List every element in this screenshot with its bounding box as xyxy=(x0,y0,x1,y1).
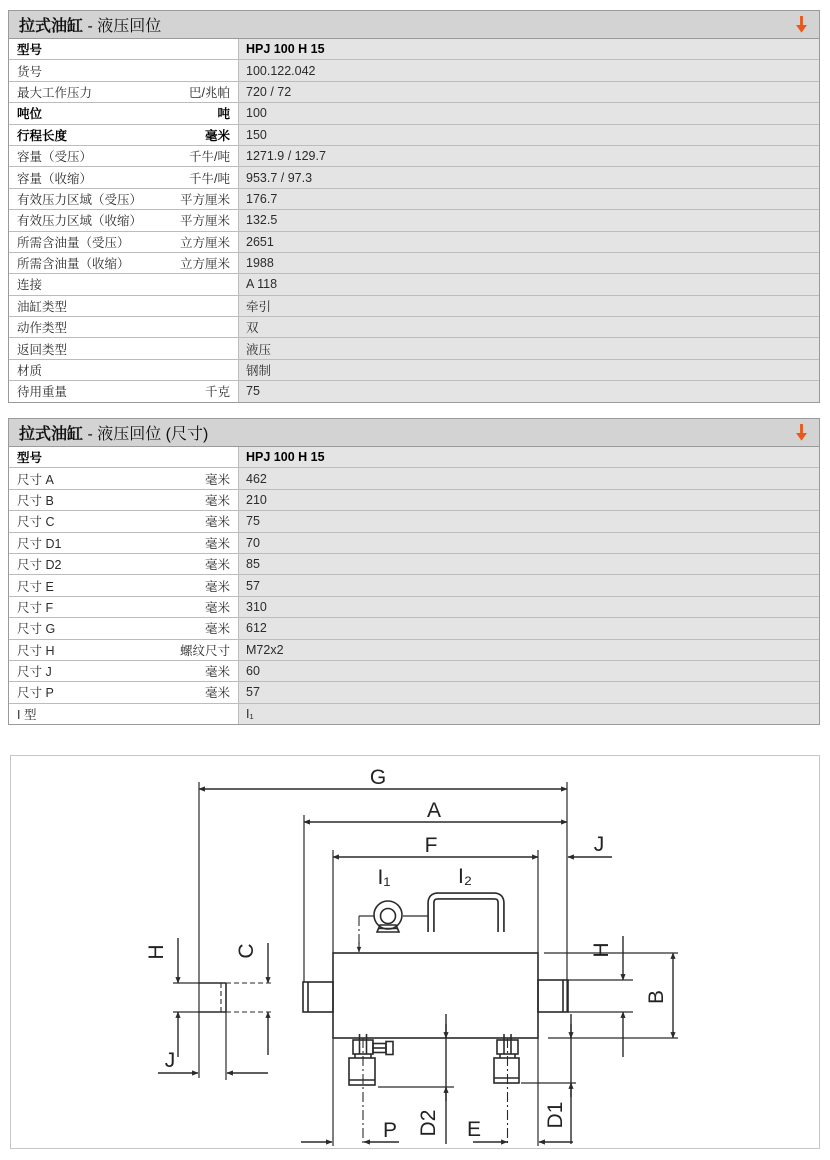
row-label: 容量（收缩） xyxy=(17,171,93,186)
row-unit: 毫米 xyxy=(204,128,230,143)
value-cell xyxy=(238,338,819,358)
row-label: 尺寸 C xyxy=(17,515,55,530)
row-label: 尺寸 F xyxy=(17,600,54,615)
row-unit: 毫米 xyxy=(204,579,230,594)
row-label: 容量（受压） xyxy=(17,150,93,165)
spec-row xyxy=(9,210,819,231)
handle-i2 xyxy=(431,896,501,932)
row-label: 油缸类型 xyxy=(17,299,68,314)
value-cell xyxy=(238,661,819,681)
value-cell xyxy=(238,511,819,531)
spec-row xyxy=(9,360,819,381)
row-unit: 螺纹尺寸 xyxy=(179,643,230,658)
dim-label-f: F xyxy=(424,834,438,857)
value-cell xyxy=(238,640,819,660)
spec-row xyxy=(9,103,819,124)
row-label: 返回类型 xyxy=(17,342,68,357)
row-label: I 型 xyxy=(17,707,37,722)
table-title-main: 拉式油缸 xyxy=(19,18,84,35)
label-cell xyxy=(9,490,238,510)
spec-row xyxy=(9,597,819,618)
row-unit: 千克 xyxy=(204,385,230,400)
value-cell xyxy=(238,575,819,595)
dim-label-j-bottom: J xyxy=(164,1049,176,1072)
spec-row xyxy=(9,317,819,338)
spec-row xyxy=(9,618,819,639)
row-value: 150 xyxy=(246,127,267,142)
row-label: 尺寸 B xyxy=(17,493,54,508)
label-cell xyxy=(9,468,238,488)
row-unit: 毫米 xyxy=(204,493,230,508)
spec-row xyxy=(9,554,819,575)
label-cell xyxy=(9,296,238,316)
row-label: 尺寸 P xyxy=(17,686,54,701)
row-unit: 吨 xyxy=(217,107,230,122)
label-cell xyxy=(9,232,238,252)
row-label: 尺寸 D1 xyxy=(17,536,62,551)
label-cell xyxy=(9,189,238,209)
label-cell xyxy=(9,274,238,294)
dim-label-c: C xyxy=(235,943,258,959)
row-unit: 毫米 xyxy=(204,686,230,701)
row-label: 待用重量 xyxy=(17,385,68,400)
table-rows xyxy=(9,39,819,402)
eyebolt-i1 xyxy=(359,901,428,952)
value-cell xyxy=(238,296,819,316)
row-value: 1271.9 / 129.7 xyxy=(246,149,326,164)
spec-row xyxy=(9,704,819,724)
table-title-main: 拉式油缸 xyxy=(19,426,84,443)
label-cell xyxy=(9,447,238,467)
spec-row xyxy=(9,338,819,359)
spec-row xyxy=(9,447,819,468)
value-cell xyxy=(238,682,819,702)
row-unit: 毫米 xyxy=(204,558,230,573)
row-value: 57 xyxy=(246,685,260,700)
label-cell xyxy=(9,360,238,380)
label-cell xyxy=(9,253,238,273)
row-value: 210 xyxy=(246,492,267,507)
row-unit: 毫米 xyxy=(204,622,230,637)
label-cell xyxy=(9,39,238,59)
dimension-diagram xyxy=(10,755,820,1149)
row-label: 尺寸 E xyxy=(17,579,54,594)
value-cell xyxy=(238,125,819,145)
value-cell xyxy=(238,146,819,166)
value-cell xyxy=(238,82,819,102)
dim-label-h-left: H xyxy=(145,944,168,960)
table-rows xyxy=(9,447,819,724)
row-unit: 立方厘米 xyxy=(179,257,230,272)
label-cell xyxy=(9,210,238,230)
label-cell xyxy=(9,554,238,574)
row-label: 尺寸 D2 xyxy=(17,558,62,573)
value-cell xyxy=(238,490,819,510)
row-label: 货号 xyxy=(17,64,43,79)
dim-label-d2: D2 xyxy=(417,1109,440,1137)
label-cell xyxy=(9,640,238,660)
value-cell xyxy=(238,189,819,209)
dim-label-h-right: H xyxy=(590,942,613,958)
row-value: M72x2 xyxy=(246,642,284,657)
row-value: 132.5 xyxy=(246,213,278,228)
value-cell xyxy=(238,167,819,187)
label-cell xyxy=(9,60,238,80)
row-label: 尺寸 J xyxy=(17,665,52,680)
row-unit: 毫米 xyxy=(204,665,230,680)
row-value: 720 / 72 xyxy=(246,84,292,99)
value-cell xyxy=(238,210,819,230)
value-cell xyxy=(238,317,819,337)
row-label: 尺寸 G xyxy=(17,622,56,637)
row-value: 100 xyxy=(246,106,267,121)
row-value: 1988 xyxy=(246,256,274,271)
value-cell xyxy=(238,468,819,488)
dim-label-b: B xyxy=(645,989,668,1005)
value-cell xyxy=(238,274,819,294)
row-label: 型号 xyxy=(17,43,43,58)
value-cell xyxy=(238,618,819,638)
value-cell xyxy=(238,447,819,467)
row-value: 100.122.042 xyxy=(246,63,316,78)
value-cell xyxy=(238,60,819,80)
row-value: 液压 xyxy=(246,342,272,357)
row-unit: 平方厘米 xyxy=(179,214,230,229)
row-label: 吨位 xyxy=(17,107,43,122)
row-unit: 毫米 xyxy=(204,472,230,487)
row-unit: 立方厘米 xyxy=(179,235,230,250)
row-label: 所需含油量（收缩） xyxy=(17,257,130,272)
spec-row xyxy=(9,575,819,596)
row-label: 连接 xyxy=(17,278,43,293)
value-cell xyxy=(238,39,819,59)
value-cell xyxy=(238,103,819,123)
row-unit: 毫米 xyxy=(204,536,230,551)
thread-side-view xyxy=(198,983,273,1012)
row-unit: 毫米 xyxy=(204,515,230,530)
label-cell xyxy=(9,317,238,337)
row-value: I₁ xyxy=(246,706,254,721)
row-label: 材质 xyxy=(17,364,43,379)
row-value: HPJ 100 H 15 xyxy=(246,42,325,57)
spec-row xyxy=(9,39,819,60)
label-cell xyxy=(9,682,238,702)
value-cell xyxy=(238,704,819,724)
cylinder-body xyxy=(303,953,568,1038)
label-cell xyxy=(9,381,238,401)
collapse-down-arrow-icon[interactable] xyxy=(794,15,809,34)
coupler-right xyxy=(494,1034,519,1146)
row-value: 953.7 / 97.3 xyxy=(246,170,313,185)
value-cell xyxy=(238,597,819,617)
row-unit: 毫米 xyxy=(204,600,230,615)
row-value: HPJ 100 H 15 xyxy=(246,450,325,465)
spec-row xyxy=(9,274,819,295)
dim-label-e: E xyxy=(466,1118,482,1141)
row-value: 310 xyxy=(246,599,267,614)
spec-row xyxy=(9,511,819,532)
spec-row xyxy=(9,82,819,103)
table-header xyxy=(9,419,819,447)
row-label: 尺寸 H xyxy=(17,643,55,658)
spec-row xyxy=(9,232,819,253)
row-label: 有效压力区域（受压） xyxy=(17,192,143,207)
spec-row xyxy=(9,640,819,661)
row-value: 75 xyxy=(246,514,260,529)
label-cell xyxy=(9,661,238,681)
row-value: 75 xyxy=(246,384,260,399)
spec-row xyxy=(9,146,819,167)
spec-row xyxy=(9,296,819,317)
row-label: 有效压力区域（收缩） xyxy=(17,214,143,229)
row-label: 尺寸 A xyxy=(17,472,54,487)
row-label: 动作类型 xyxy=(17,321,68,336)
dim-label-i1: I₁ xyxy=(377,866,391,889)
row-value: 85 xyxy=(246,557,260,572)
spec-row xyxy=(9,682,819,703)
spec-row xyxy=(9,468,819,489)
spec-row xyxy=(9,167,819,188)
dim-label-a: A xyxy=(426,799,442,822)
dim-label-p: P xyxy=(382,1119,398,1142)
row-value: 牵引 xyxy=(246,299,272,314)
spec-row xyxy=(9,490,819,511)
label-cell xyxy=(9,575,238,595)
row-value: 60 xyxy=(246,664,260,679)
spec-row xyxy=(9,60,819,81)
table-title-sub: - 液压回位 (尺寸) xyxy=(83,426,209,443)
row-unit: 平方厘米 xyxy=(179,192,230,207)
row-value: 57 xyxy=(246,578,260,593)
spec-row xyxy=(9,381,819,401)
row-label: 型号 xyxy=(17,451,43,466)
label-cell xyxy=(9,704,238,724)
label-cell xyxy=(9,533,238,553)
spec-row xyxy=(9,189,819,210)
dim-label-j-top: J xyxy=(593,833,605,856)
spec-row xyxy=(9,661,819,682)
row-value: 70 xyxy=(246,535,260,550)
row-label: 行程长度 xyxy=(17,128,68,143)
value-cell xyxy=(238,360,819,380)
spec-table-hydraulic-return xyxy=(8,10,820,403)
spec-row xyxy=(9,253,819,274)
row-unit: 千牛/吨 xyxy=(189,171,230,186)
label-cell xyxy=(9,618,238,638)
label-cell xyxy=(9,511,238,531)
row-unit: 巴/兆帕 xyxy=(189,85,230,100)
value-cell xyxy=(238,253,819,273)
row-value: A 118 xyxy=(246,277,278,292)
label-cell xyxy=(9,338,238,358)
label-cell xyxy=(9,597,238,617)
dim-label-d1: D1 xyxy=(544,1101,567,1129)
dim-label-g: G xyxy=(369,766,387,789)
table-title-sub: - 液压回位 xyxy=(83,18,162,35)
row-unit: 千牛/吨 xyxy=(189,150,230,165)
collapse-down-arrow-icon[interactable] xyxy=(794,423,809,442)
label-cell xyxy=(9,146,238,166)
value-cell xyxy=(238,381,819,401)
value-cell xyxy=(238,232,819,252)
label-cell xyxy=(9,167,238,187)
spec-table-dimensions xyxy=(8,418,820,725)
table-header xyxy=(9,11,819,39)
row-label: 最大工作压力 xyxy=(17,85,93,100)
value-cell xyxy=(238,554,819,574)
dim-label-i2: I₂ xyxy=(458,865,472,888)
value-cell xyxy=(238,533,819,553)
row-label: 所需含油量（受压） xyxy=(17,235,130,250)
spec-row xyxy=(9,533,819,554)
row-value: 612 xyxy=(246,621,267,636)
row-value: 钢制 xyxy=(246,364,272,379)
spec-row xyxy=(9,125,819,146)
row-value: 双 xyxy=(246,321,259,336)
row-value: 2651 xyxy=(246,234,274,249)
label-cell xyxy=(9,103,238,123)
label-cell xyxy=(9,125,238,145)
row-value: 462 xyxy=(246,471,267,486)
row-value: 176.7 xyxy=(246,191,278,206)
cylinder-drawing xyxy=(11,756,819,1148)
label-cell xyxy=(9,82,238,102)
